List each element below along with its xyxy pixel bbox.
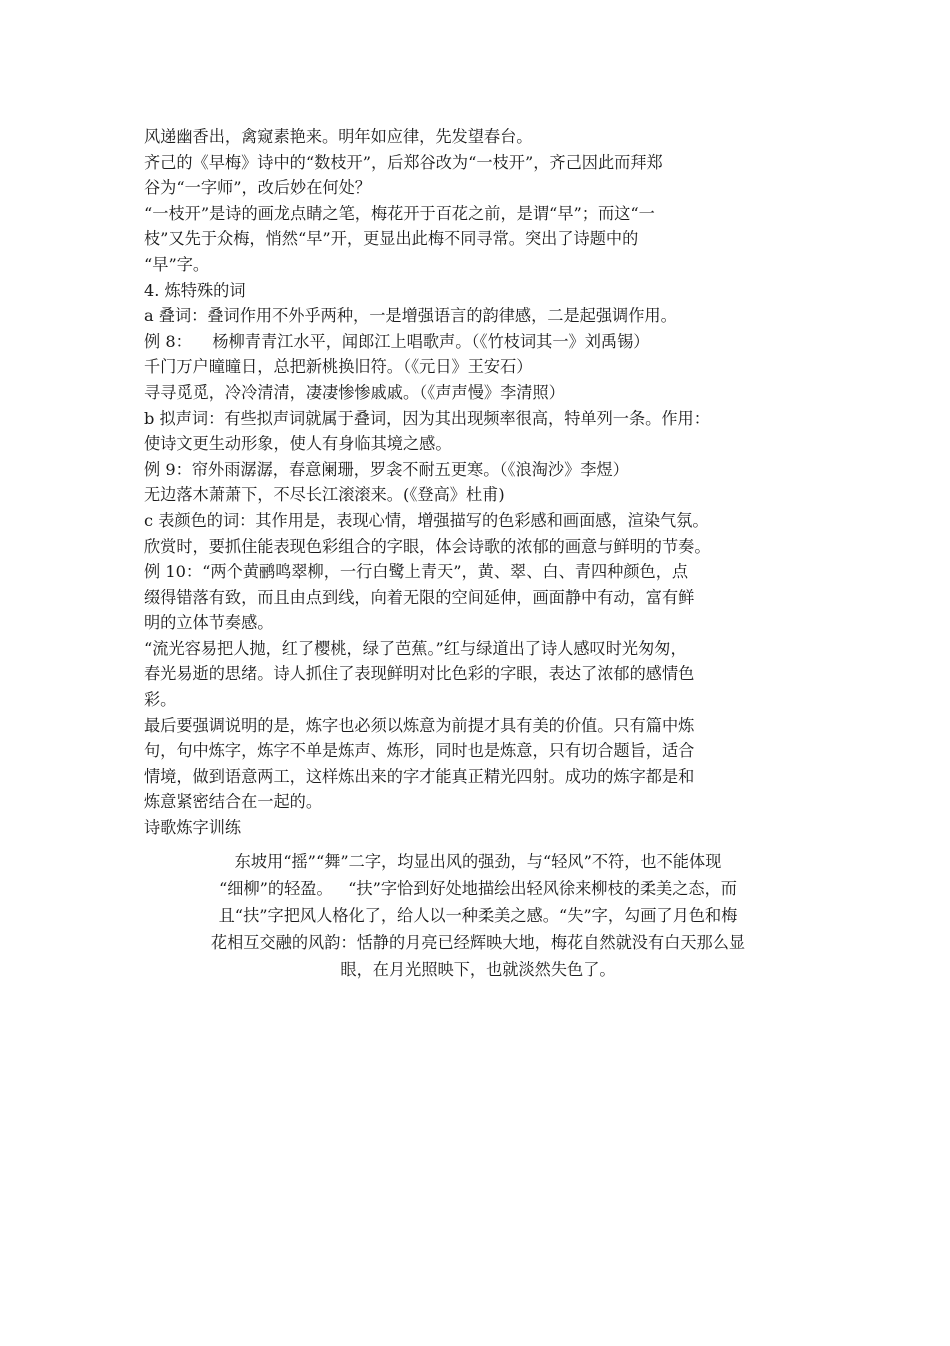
text-line: “流光容易把人抛，红了樱桃，绿了芭蕉。”红与绿道出了诗人感叹时光匆匆， (144, 638, 687, 658)
body-text (144, 124, 812, 841)
text-line: c 表颜色的词：其作用是，表现心情，增强描写的色彩感和画面感，渲染气氛。 (144, 510, 709, 530)
text-line: 情境，做到语意两工，这样炼出来的字才能真正精光四射。成功的炼字都是和 (144, 766, 695, 786)
text-line: 千门万户曈曈日，总把新桃换旧符。（《元日》王安石） (144, 357, 533, 377)
text-line: 寻寻觅觅，冷冷清清，凄凄惨惨戚戚。（《声声慢》李清照） (144, 382, 565, 402)
text-line: 风递幽香出，禽窥素艳来。明年如应律，先发望春台。 (144, 127, 533, 146)
answer-line: 眼，在月光照映下，也就淡然失色了。 (340, 960, 616, 979)
answer-line: 且“扶”字把风人格化了，给人以一种柔美之感。“失”字，勾画了月色和梅 (218, 906, 738, 925)
text-line: 枝”又先于众梅，悄然“早”开，更显出此梅不同寻常。突出了诗题中的 (144, 229, 639, 249)
text-line: 例 10：“两个黄鹂鸣翠柳，一行白鹭上青天”，黄、翠、白、青四种颜色，点 (144, 562, 689, 582)
text-line: a 叠词：叠词作用不外乎两种，一是增强语言的韵律感，二是起强调作用。 (144, 306, 677, 326)
text-line: b 拟声词：有些拟声词就属于叠词，因为其出现频率很高，特单列一条。作用： (144, 408, 710, 428)
text-line: 无边落木萧萧下，不尽长江滚滚来。(《登高》杜甫) (144, 485, 505, 505)
text-line: “一枝开”是诗的画龙点睛之笔，梅花开于百花之前，是谓“早”；而这“一 (144, 203, 655, 223)
text-line: 炼意紧密结合在一起的。 (144, 792, 323, 812)
text-line: 缀得错落有致，而且由点到线，向着无限的空间延伸，画面静中有动，富有鲜 (144, 587, 695, 607)
answer-line: “细柳”的轻盈。 “扶”字恰到好处地描绘出轻风徐来柳枝的柔美之态，而 (219, 879, 737, 898)
text-line: 例 8： 杨柳青青江水平，闻郎江上唱歌声。（《竹枝词其一》刘禹锡） (144, 331, 650, 351)
text-line: 谷为“一字师”，改后妙在何处？ (144, 178, 371, 198)
text-line: 句，句中炼字，炼字不单是炼声、炼形，同时也是炼意，只有切合题旨，适合 (144, 741, 695, 761)
text-line: 欣赏时，要抓住能表现色彩组合的字眼，体会诗歌的浓郁的画意与鲜明的节奏。 (144, 536, 711, 556)
section-heading: 4. 炼特殊的词 (144, 280, 246, 300)
text-line: “早”字。 (144, 254, 210, 274)
text-line: 春光易逝的思绪。诗人抓住了表现鲜明对比色彩的字眼，表达了浓郁的感情色 (144, 664, 695, 684)
answer-line: 花相互交融的风韵：恬静的月亮已经辉映大地，梅花自然就没有白天那么显 (210, 933, 746, 952)
answer-block (144, 848, 812, 983)
text-line: 明的立体节奏感。 (144, 613, 274, 633)
text-line: 例 9：帘外雨潺潺，春意阑珊，罗衾不耐五更寒。（《浪淘沙》李煜） (144, 459, 629, 479)
text-line: 使诗文更生动形象，使人有身临其境之感。 (144, 434, 452, 454)
section-heading: 诗歌炼字训练 (144, 818, 242, 838)
text-line: 最后要强调说明的是，炼字也必须以炼意为前提才具有美的价值。只有篇中炼 (144, 715, 695, 735)
text-line: 齐己的《早梅》诗中的“数枝开”，后郑谷改为“一枝开”，齐己因此而拜郑 (144, 152, 663, 172)
answer-line: 东坡用“摇”“舞”二字，均显出风的强劲，与“轻风”不符，也不能体现 (234, 852, 722, 871)
text-line: 彩。 (144, 690, 177, 710)
